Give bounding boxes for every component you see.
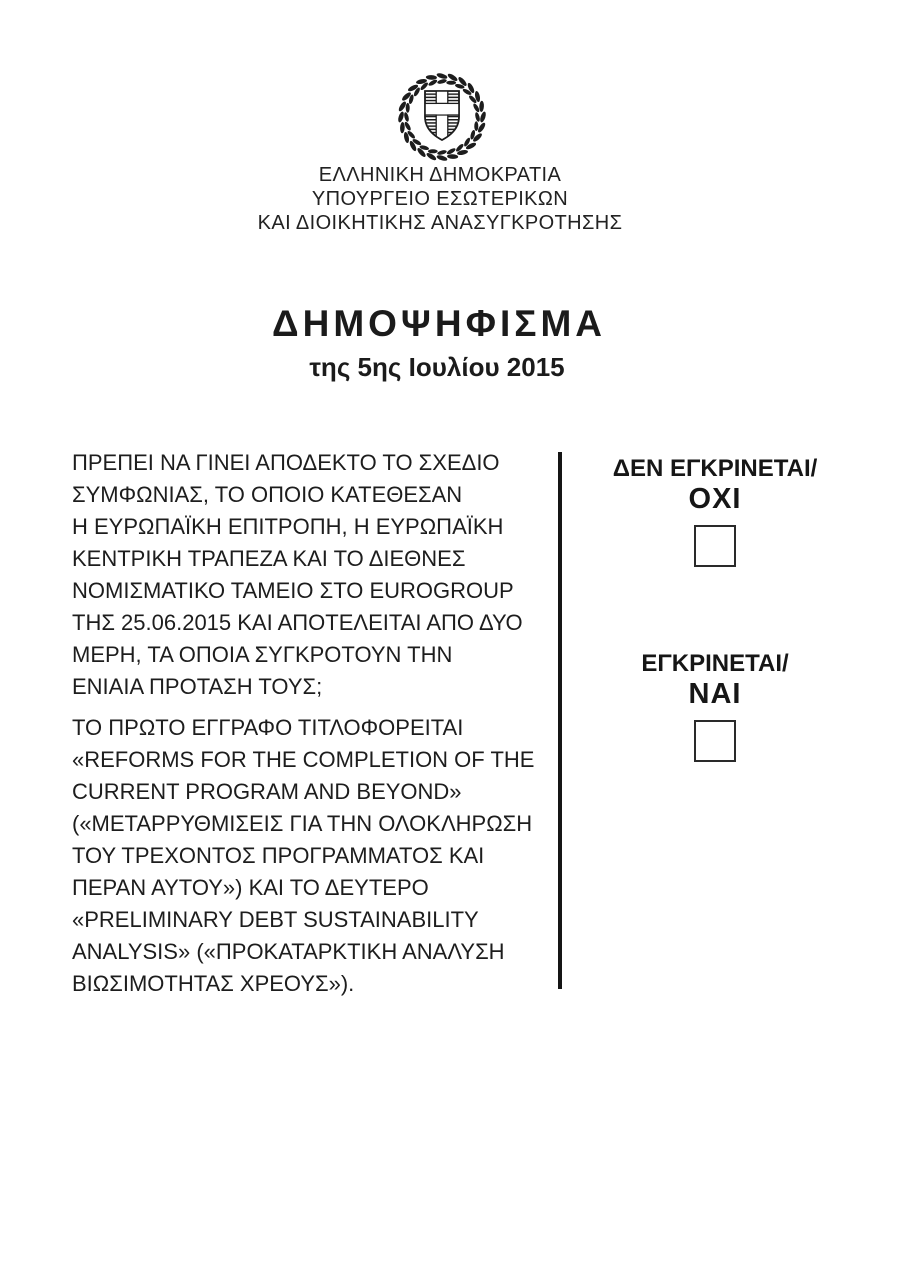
question-line: ΚΕΝΤΡΙΚΗ ΤΡΑΠΕΖΑ ΚΑΙ ΤΟ ΔΙΕΘΝΕΣ <box>72 546 466 571</box>
question-line: «REFORMS FOR THE COMPLETION OF THE <box>72 747 535 772</box>
referendum-question <box>72 447 552 1000</box>
shield-cross <box>424 90 460 141</box>
question-line: ΕΝΙΑΙΑ ΠΡΟΤΑΣΗ ΤΟΥΣ; <box>72 674 323 699</box>
ministry-line-republic: ΕΛΛΗΝΙΚΗ ΔΗΜΟΚΡΑΤΙΑ <box>318 164 562 186</box>
column-divider <box>558 452 562 989</box>
question-line: ΝΟΜΙΣΜΑΤΙΚΟ ΤΑΜΕΙΟ ΣΤΟ EUROGROUP <box>72 578 514 603</box>
question-line: ΤΗΣ 25.06.2015 ΚΑΙ ΑΠΟΤΕΛΕΙΤΑΙ ΑΠΟ ΔΥΟ <box>72 610 523 635</box>
option-no <box>575 455 855 567</box>
question-line: ΣΥΜΦΩΝΙΑΣ, ΤΟ ΟΠΟΙΟ ΚΑΤΕΘΕΣΑΝ <box>72 482 463 507</box>
coat-of-arms-icon <box>391 71 493 163</box>
ministry-header <box>140 163 740 235</box>
question-line: ΠΕΡΑΝ ΑΥΤΟΥ») ΚΑΙ ΤΟ ΔΕΥΤΕΡΟ <box>72 875 429 900</box>
option-no-label: ΔΕΝ ΕΓΚΡΙΝΕΤΑΙ/ <box>612 455 818 482</box>
option-no-answer: ΟΧΙ <box>688 483 742 515</box>
referendum-title: ΔΗΜΟΨΗΦΙΣΜΑ <box>272 303 606 344</box>
question-line: «PRELIMINARY DEBT SUSTAINABILITY <box>72 907 479 932</box>
greek-coat-of-arms-svg <box>391 71 493 163</box>
question-line: ΤΟ ΠΡΩΤΟ ΕΓΓΡΑΦΟ ΤΙΤΛΟΦΟΡΕΙΤΑΙ <box>72 715 464 740</box>
referendum-date: της 5ης Ιουλίου 2015 <box>309 352 565 382</box>
question-line: ΒΙΩΣΙΜΟΤΗΤΑΣ ΧΡΕΟΥΣ»). <box>72 971 355 996</box>
option-yes <box>575 650 855 762</box>
option-yes-label: ΕΓΚΡΙΝΕΤΑΙ/ <box>641 650 789 677</box>
ministry-line-reconstruction: ΚΑΙ ΔΙΟΙΚΗΤΙΚΗΣ ΑΝΑΣΥΓΚΡΟΤΗΣΗΣ <box>257 212 623 234</box>
option-yes-answer: ΝΑΙ <box>688 678 742 710</box>
question-line: («ΜΕΤΑΡΡΥΘΜΙΣΕΙΣ ΓΙΑ ΤΗΝ ΟΛΟΚΛΗΡΩΣΗ <box>72 811 533 836</box>
question-line: CURRENT PROGRAM AND BEYOND» <box>72 779 462 804</box>
nai-checkbox[interactable] <box>694 720 736 762</box>
question-line: ANALYSIS» («ΠΡΟΚΑΤΑΡΚΤΙΚΗ ΑΝΑΛΥΣΗ <box>72 939 505 964</box>
question-line: ΤΟΥ ΤΡΕΧΟΝΤΟΣ ΠΡΟΓΡΑΜΜΑΤΟΣ ΚΑΙ <box>72 843 485 868</box>
oxi-checkbox[interactable] <box>694 525 736 567</box>
ministry-line-ministry: ΥΠΟΥΡΓΕΙΟ ΕΣΩΤΕΡΙΚΩΝ <box>311 188 569 210</box>
question-line: ΠΡΕΠΕΙ ΝΑ ΓΙΝΕΙ ΑΠΟΔΕΚΤΟ ΤΟ ΣΧΕΔΙΟ <box>72 450 500 475</box>
question-line: ΜΕΡΗ, ΤΑ ΟΠΟΙΑ ΣΥΓΚΡΟΤΟΥΝ ΤΗΝ <box>72 642 453 667</box>
question-line: Η ΕΥΡΩΠΑΪΚΗ ΕΠΙΤΡΟΠΗ, Η ΕΥΡΩΠΑΪΚΗ <box>72 514 504 539</box>
